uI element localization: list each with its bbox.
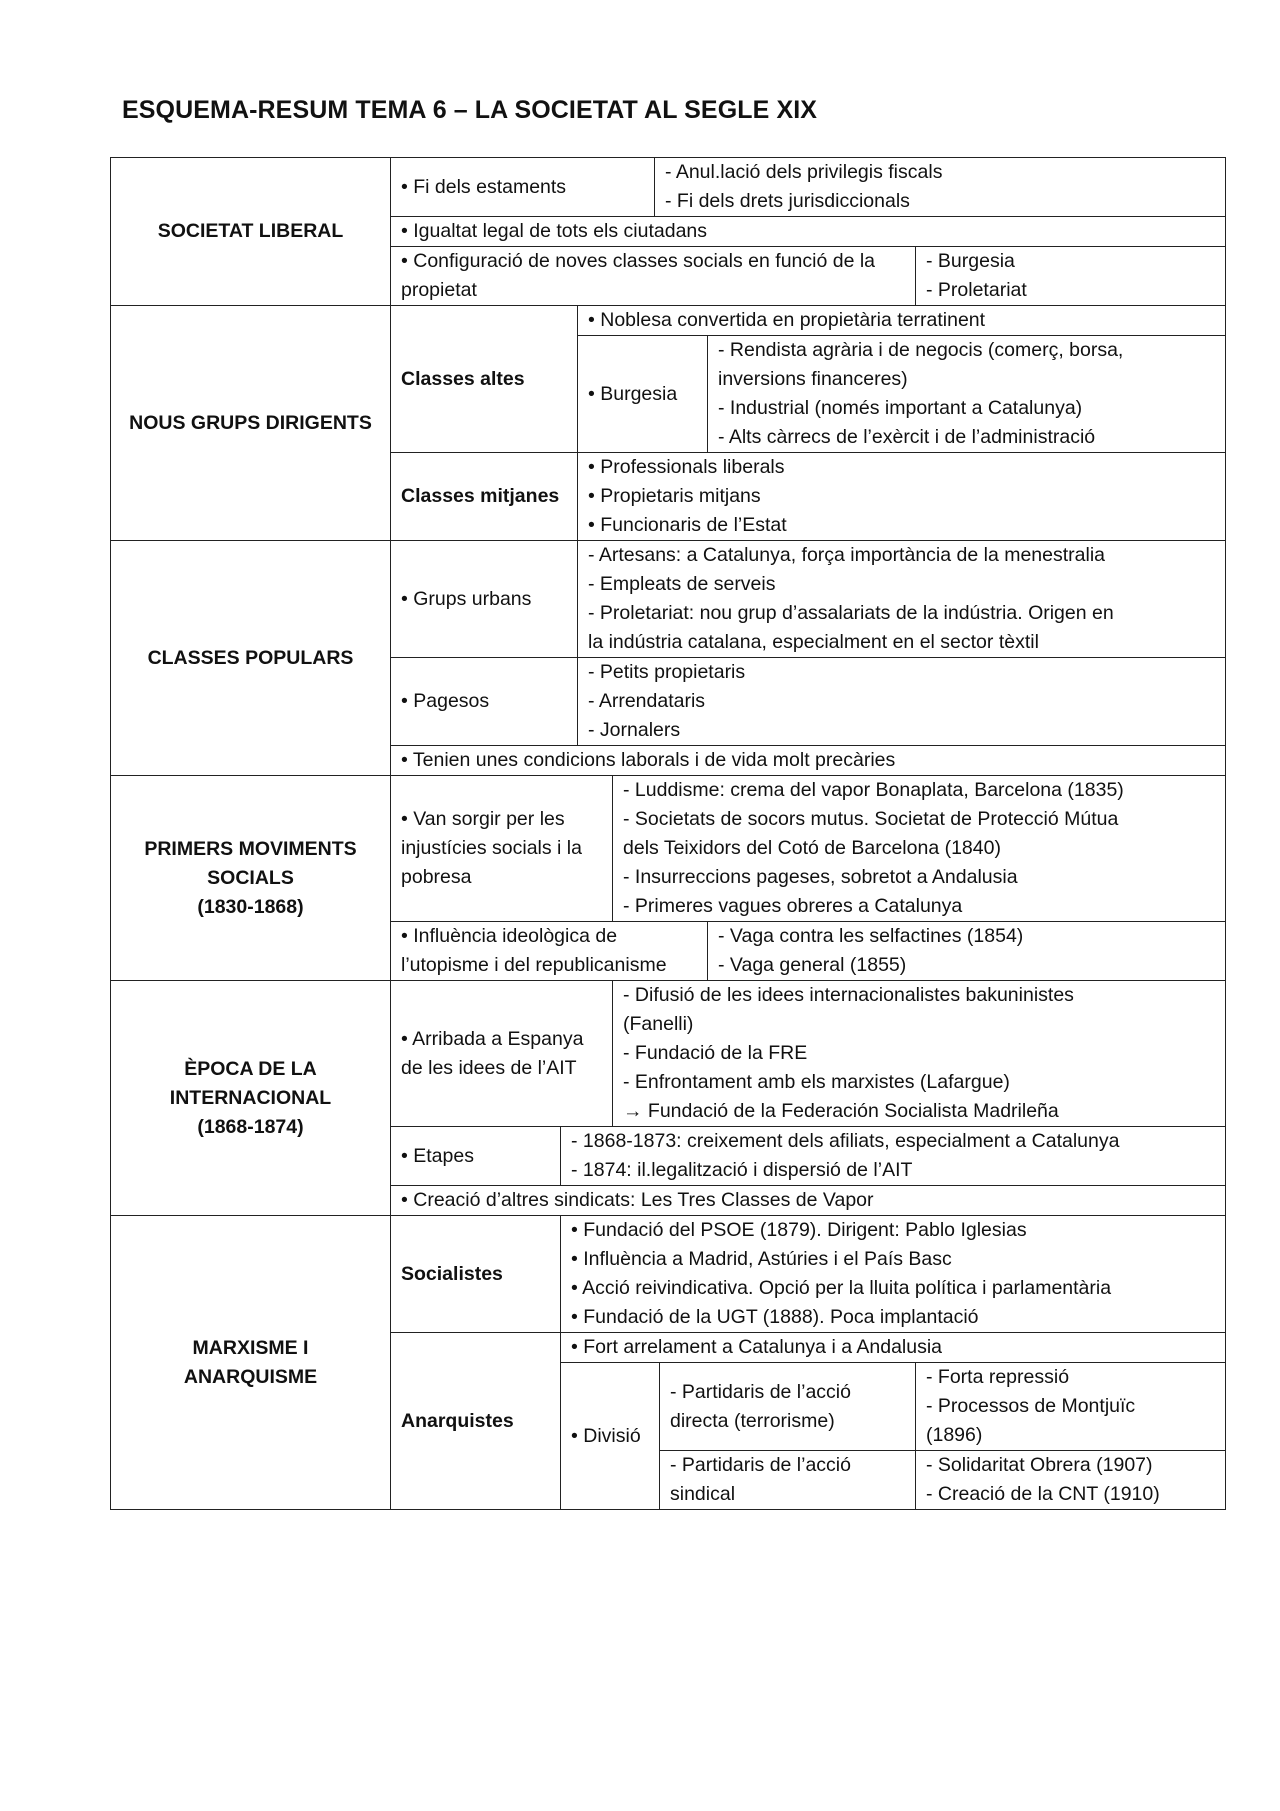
cell-etapes-detail: - 1868-1873: creixement dels afiliats, especialment a Catalunya - 1874: il.legalització i dispersió de l’AIT xyxy=(561,1127,1226,1186)
cell-noves-classes: • Configuració de noves classes socials en funció de la propietat xyxy=(391,247,916,306)
section-epoca-internacional: ÈPOCA DE LA INTERNACIONAL (1868-1874) xyxy=(111,981,391,1216)
section-marxisme-anarquisme: MARXISME I ANARQUISME xyxy=(111,1216,391,1510)
cell-van-sorgir: • Van sorgir per les injustícies socials i la pobresa xyxy=(391,776,613,922)
cell-classes-mitjanes: Classes mitjanes xyxy=(391,453,578,541)
cell-igualtat-legal: • Igualtat legal de tots els ciutadans xyxy=(391,217,1226,247)
cell-noves-classes-detail: - Burgesia - Proletariat xyxy=(916,247,1226,306)
cell-pagesos: • Pagesos xyxy=(391,658,578,746)
cell-arrelament: • Fort arrelament a Catalunya i a Andalusia xyxy=(561,1333,1226,1363)
summary-table xyxy=(110,157,1226,1510)
cell-pagesos-detail: - Petits propietaris - Arrendataris - Jornalers xyxy=(578,658,1226,746)
cell-fi-estaments: • Fi dels estaments xyxy=(391,158,655,217)
cell-divisio: • Divisió xyxy=(561,1363,660,1510)
cell-fi-estaments-detail: - Anul.lació dels privilegis fiscals - Fi dels drets jurisdiccionals xyxy=(655,158,1226,217)
cell-accio-directa: - Partidaris de l’acció directa (terrorisme) xyxy=(660,1363,916,1451)
cell-arribada-ait: • Arribada a Espanya de les idees de l’AIT xyxy=(391,981,613,1127)
cell-accio-directa-detail: - Forta repressió - Processos de Montjuïc (1896) xyxy=(916,1363,1226,1451)
section-primers-moviments-socials: PRIMERS MOVIMENTS SOCIALS (1830-1868) xyxy=(111,776,391,981)
section-societat-liberal: SOCIETAT LIBERAL xyxy=(111,158,391,306)
cell-arribada-ait-detail: - Difusió de les idees internacionalistes bakuninistes (Fanelli) - Fundació de la FRE - Enfrontament amb els marxistes (Lafargue) → Fundació de la Federación Socialista Madrileña xyxy=(613,981,1226,1127)
cell-socialistes-detail: • Fundació del PSOE (1879). Dirigent: Pablo Iglesias • Influència a Madrid, Astúries i el País Basc • Acció reivindicativa. Opció per la lluita política i parlamentària • Fundació de la UGT (1888). Poca implantació xyxy=(561,1216,1226,1333)
section-nous-grups-dirigents: NOUS GRUPS DIRIGENTS xyxy=(111,306,391,541)
cell-socialistes: Socialistes xyxy=(391,1216,561,1333)
cell-classes-altes: Classes altes xyxy=(391,306,578,453)
cell-condicions: • Tenien unes condicions laborals i de vida molt precàries xyxy=(391,746,1226,776)
cell-anarquistes: Anarquistes xyxy=(391,1333,561,1510)
cell-van-sorgir-detail: - Luddisme: crema del vapor Bonaplata, Barcelona (1835) - Societats de socors mutus. Societat de Protecció Mútua dels Teixidors del Cotó de Barcelona (1840) - Insurreccions pageses, sobretot a Andalusia - Primeres vagues obreres a Catalunya xyxy=(613,776,1226,922)
page-title: ESQUEMA-RESUM TEMA 6 – LA SOCIETAT AL SEGLE XIX xyxy=(122,96,818,124)
cell-classes-mitjanes-detail: • Professionals liberals • Propietaris mitjans • Funcionaris de l’Estat xyxy=(578,453,1226,541)
cell-influencia-detail: - Vaga contra les selfactines (1854) - Vaga general (1855) xyxy=(708,922,1226,981)
cell-accio-sindical-detail: - Solidaritat Obrera (1907) - Creació de la CNT (1910) xyxy=(916,1451,1226,1510)
cell-grups-urbans: • Grups urbans xyxy=(391,541,578,658)
cell-influencia-ideologica: • Influència ideològica de l’utopisme i del republicanisme xyxy=(391,922,708,981)
section-classes-populars: CLASSES POPULARS xyxy=(111,541,391,776)
cell-accio-sindical: - Partidaris de l’acció sindical xyxy=(660,1451,916,1510)
cell-etapes: • Etapes xyxy=(391,1127,561,1186)
cell-burgesia-detail: - Rendista agrària i de negocis (comerç, borsa, inversions financeres) - Industrial (només important a Catalunya) - Alts càrrecs de l’exèrcit i de l’administració xyxy=(708,336,1226,453)
cell-burgesia: • Burgesia xyxy=(578,336,708,453)
cell-grups-urbans-detail: - Artesans: a Catalunya, força importància de la menestralia - Empleats de serveis - Proletariat: nou grup d’assalariats de la indústria. Origen en la indústria catalana, especialment en el sector tèxtil xyxy=(578,541,1226,658)
cell-altres-sindicats: • Creació d’altres sindicats: Les Tres Classes de Vapor xyxy=(391,1186,1226,1216)
cell-noblesa: • Noblesa convertida en propietària terratinent xyxy=(578,306,1226,336)
